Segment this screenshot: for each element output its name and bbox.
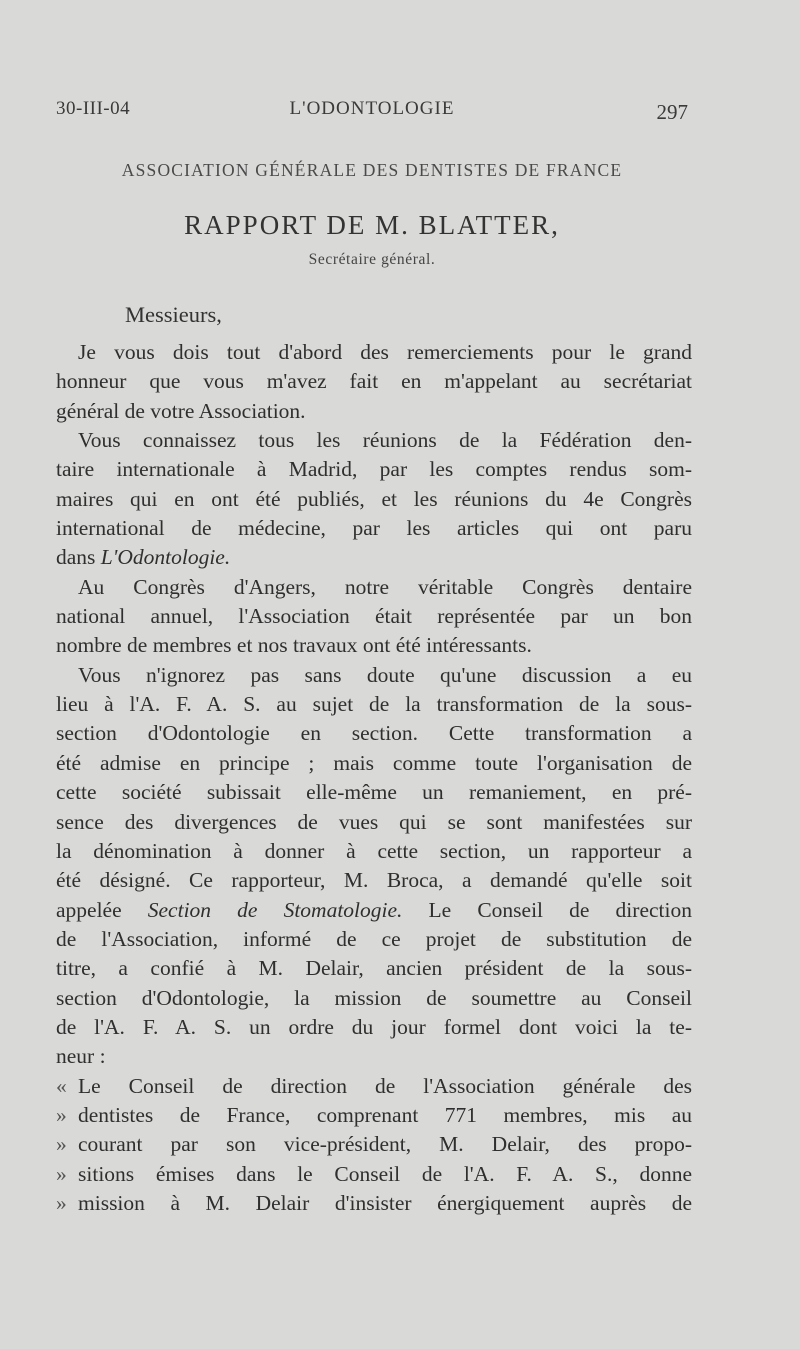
italic-title: Section de Stomatologie. (147, 897, 403, 922)
line-text: la dénomination à donner à cette section, un rapporteur a (56, 838, 692, 863)
italic-title: L'Odontologie. (100, 545, 231, 570)
association-heading: ASSOCIATION GÉNÉRALE DES DENTISTES DE FRANCE (121, 160, 623, 180)
text-line (56, 573, 692, 602)
quote-mark: » (56, 1161, 67, 1186)
text-line (56, 778, 692, 807)
line-text: section d'Odontologie en section. Cette transformation a (56, 721, 692, 746)
line-text: appelée (56, 897, 148, 922)
text-line (56, 1042, 692, 1071)
text-line (56, 514, 692, 543)
text-line (56, 925, 692, 954)
text-line (56, 1160, 692, 1189)
text-line (56, 749, 692, 778)
text-line (56, 338, 692, 367)
line-text: lieu à l'A. F. A. S. au sujet de la transformation de la sous- (56, 692, 692, 717)
text-line (56, 1101, 692, 1130)
report-title: RAPPORT DE M. BLATTER, (184, 210, 560, 240)
line-text: été admise en principe ; mais comme toute l'organisation de (56, 750, 692, 775)
journal-name: L'ODONTOLOGIE (289, 98, 455, 119)
running-head (56, 98, 688, 124)
line-text: mission à M. Delair d'insister énergiquement auprès de (78, 1190, 692, 1215)
text-line (56, 690, 692, 719)
text-line (56, 866, 692, 895)
text-line (56, 426, 692, 455)
text-line (56, 896, 692, 925)
line-text: national annuel, l'Association était représentée par un bon (56, 604, 692, 629)
line-text: international de médecine, par les articles qui ont paru (56, 516, 692, 541)
text-line (56, 367, 692, 396)
line-text: été désigné. Ce rapporteur, M. Broca, a demandé qu'elle soit (56, 868, 692, 893)
text-line (56, 984, 692, 1013)
quote-mark: » (56, 1190, 67, 1215)
text-line (56, 719, 692, 748)
text-line (56, 397, 692, 426)
line-text: section d'Odontologie, la mission de soumettre au Conseil (56, 985, 692, 1010)
line-text: Vous connaissez tous les réunions de la Fédération den- (78, 428, 692, 453)
report-subtitle: Secrétaire général. (308, 251, 436, 268)
line-text: de l'Association, informé de ce projet de substitution de (56, 926, 692, 951)
text-line (56, 1013, 692, 1042)
text-line (56, 1072, 692, 1101)
text-line (56, 1189, 692, 1218)
text-line (56, 602, 692, 631)
line-text: Le Conseil de direction de l'Association générale des (78, 1073, 692, 1098)
text-line (56, 631, 692, 660)
line-text: courant par son vice-président, M. Delair, des propo- (78, 1132, 692, 1157)
text-line (56, 543, 692, 572)
line-text: Au Congrès d'Angers, notre véritable Congrès dentaire (78, 574, 692, 599)
line-text: neur : (56, 1044, 106, 1069)
line-text: de l'A. F. A. S. un ordre du jour formel dont voici la te- (56, 1014, 692, 1039)
text-line (56, 661, 692, 690)
quote-mark: « (56, 1073, 67, 1098)
line-text: titre, a confié à M. Delair, ancien président de la sous- (56, 956, 692, 981)
line-text: cette société subissait elle-même un remaniement, en pré- (56, 780, 692, 805)
line-text: nombre de membres et nos travaux ont été intéressants. (56, 633, 532, 658)
line-text: maires qui en ont été publiés, et les réunions du 4e Congrès (56, 486, 692, 511)
quote-mark: » (56, 1132, 67, 1157)
page-number: 297 (656, 100, 688, 124)
line-text: Je vous dois tout d'abord des remerciements pour le grand (78, 340, 692, 364)
line-text: sence des divergences de vues qui se sont manifestées sur (56, 809, 692, 834)
line-text: sitions émises dans le Conseil de l'A. F. A. S., donne (78, 1161, 692, 1186)
text-line (56, 837, 692, 866)
text-line (56, 1130, 692, 1159)
line-text: général de votre Association. (56, 398, 306, 423)
line-text: dentistes de France, comprenant 771 membres, mis au (78, 1102, 692, 1127)
issue-date: 30-III-04 (56, 98, 131, 119)
quote-mark: » (56, 1102, 67, 1127)
body-text (56, 338, 692, 1218)
text-line (56, 485, 692, 514)
line-text: honneur que vous m'avez fait en m'appelant au secrétariat (56, 369, 692, 394)
text-line (56, 954, 692, 983)
text-line (56, 808, 692, 837)
line-text: dans (56, 545, 101, 570)
line-text: Vous n'ignorez pas sans doute qu'une discussion a eu (78, 662, 692, 687)
line-text-after: Le Conseil de direction (402, 897, 692, 922)
salutation: Messieurs, (125, 302, 222, 327)
line-text: taire internationale à Madrid, par les comptes rendus som- (56, 457, 692, 482)
text-line (56, 455, 692, 484)
